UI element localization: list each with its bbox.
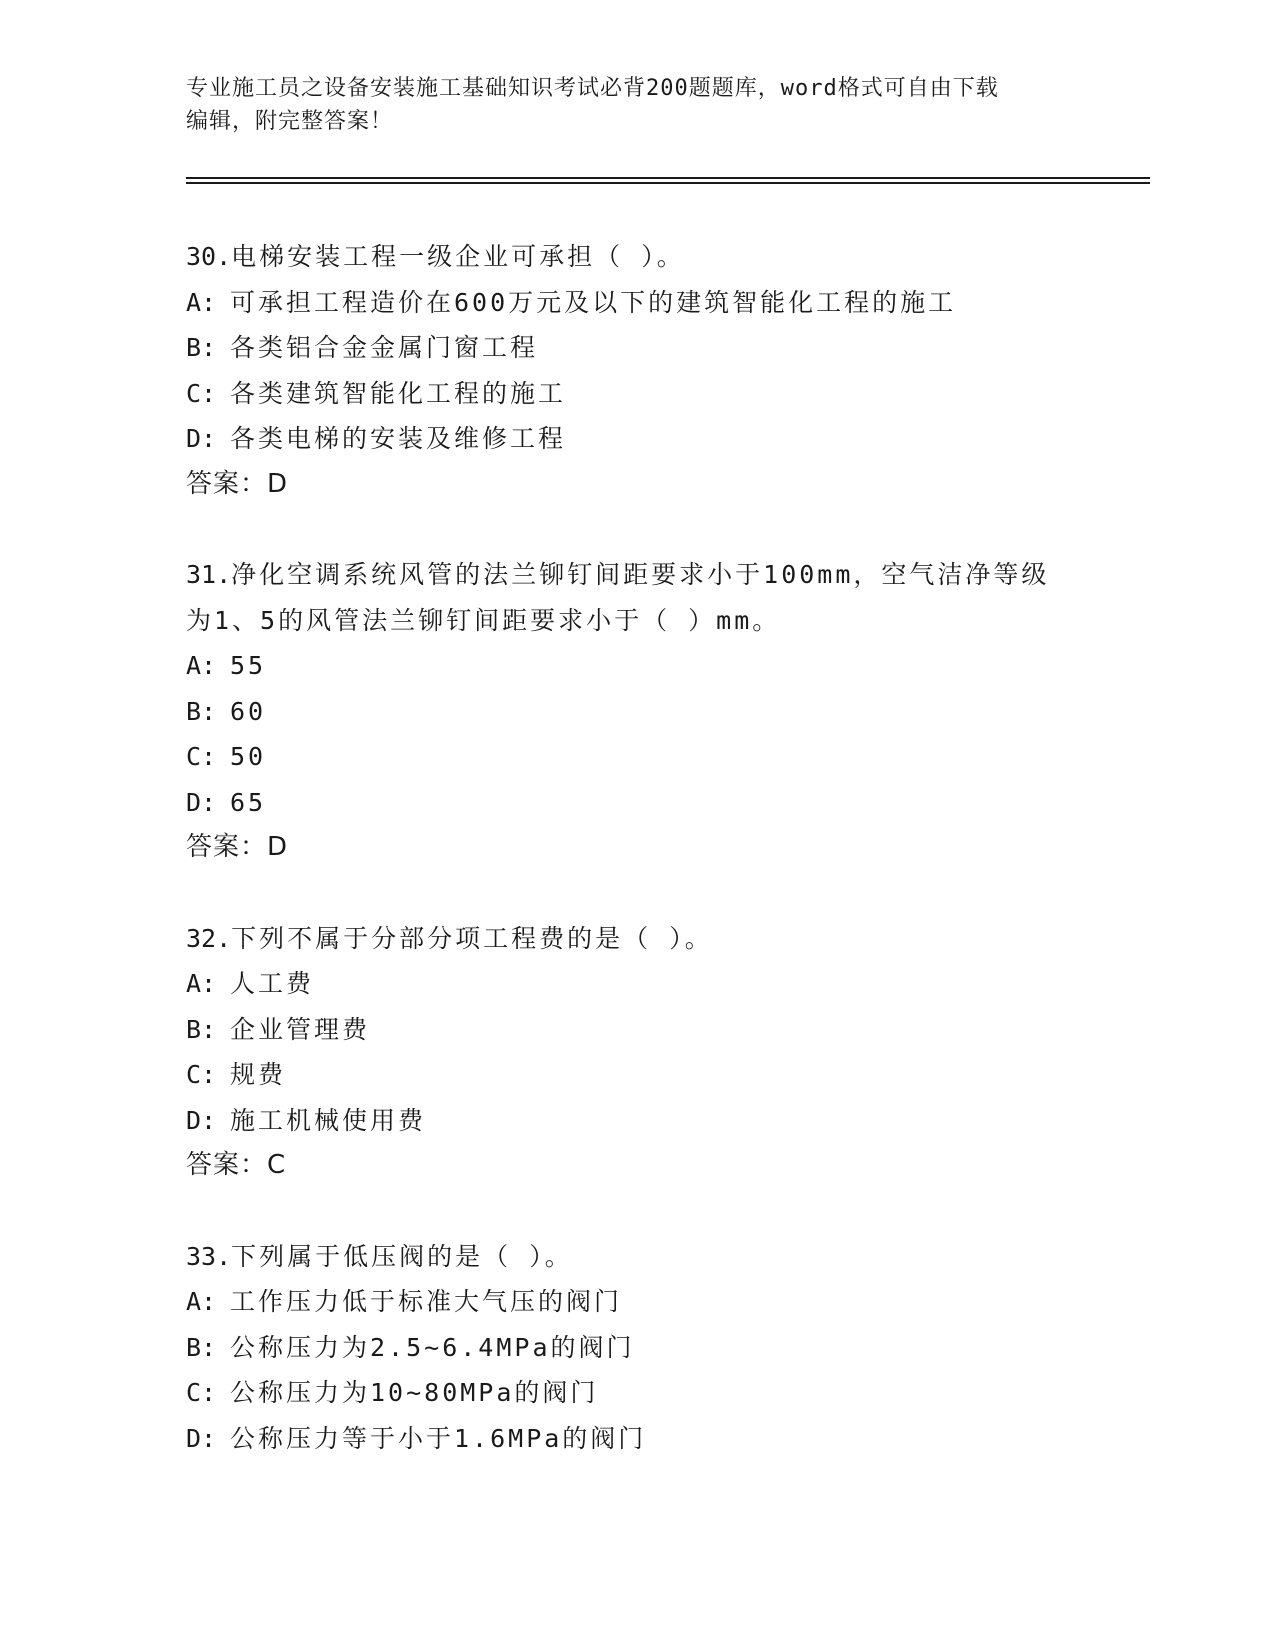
option-b: [186, 325, 1106, 371]
question-stem-text: 净化空调系统风管的法兰铆钉间距要求小于100mm，空气洁净等级: [231, 560, 1050, 589]
option-letter: C:: [186, 1378, 217, 1407]
question-number: 31.: [186, 560, 232, 589]
option-text: 55: [230, 651, 267, 680]
option-letter: B:: [186, 333, 217, 362]
option-letter: C:: [186, 378, 217, 408]
question-stem: [186, 552, 1106, 598]
header-divider-bottom: [186, 182, 1150, 184]
option-text: 各类铝合金金属门窗工程: [230, 333, 539, 362]
option-text: 工作压力低于标准大气压的阀门: [230, 1287, 623, 1316]
option-b: [186, 1325, 1106, 1371]
question-stem: [186, 234, 1106, 280]
question-stem: [186, 1234, 1106, 1280]
question-30: [186, 234, 1106, 507]
option-letter: D:: [186, 424, 217, 453]
option-text: 公称压力为10~80MPa的阀门: [230, 1378, 599, 1407]
option-c: [186, 1052, 1106, 1098]
question-stem-text: 电梯安装工程一级企业可承担（ ）。: [231, 242, 685, 271]
option-d: [186, 780, 1106, 826]
header-title-line-2: 编辑，附完整答案！: [186, 109, 394, 134]
option-letter: B:: [186, 1332, 217, 1362]
option-a: [186, 1279, 1106, 1325]
option-letter: D:: [186, 787, 217, 817]
option-letter: D:: [186, 1105, 217, 1135]
option-d: [186, 1098, 1106, 1144]
option-text: 施工机械使用费: [230, 1105, 427, 1135]
question-list: [186, 234, 1106, 1506]
option-letter: A:: [186, 1287, 217, 1316]
option-b: [186, 1007, 1106, 1053]
option-letter: C:: [186, 1060, 217, 1089]
option-a: [186, 643, 1106, 689]
option-text: 65: [230, 787, 267, 817]
option-text: 公称压力为2.5~6.4MPa的阀门: [230, 1332, 635, 1362]
answer-line: 答案：D: [186, 832, 289, 862]
option-c: [186, 1370, 1106, 1416]
answer-line: 答案：C: [186, 1150, 287, 1180]
question-stem-text: 下列不属于分部分项工程费的是（ ）。: [231, 923, 713, 953]
question-stem-continuation: 为1、5的风管法兰铆钉间距要求小于（ ）mm。: [186, 605, 781, 635]
option-letter: D:: [186, 1423, 217, 1453]
option-a: [186, 280, 1106, 326]
option-text: 60: [230, 696, 267, 726]
question-stem: [186, 916, 1106, 962]
option-letter: C:: [186, 742, 217, 771]
option-a: [186, 961, 1106, 1007]
question-stem-text: 下列属于低压阀的是（ ）。: [231, 1241, 573, 1271]
option-text: 各类电梯的安装及维修工程: [230, 424, 567, 453]
question-number: 30.: [186, 242, 232, 271]
option-c: [186, 734, 1106, 780]
option-c: [186, 371, 1106, 417]
answer-line: 答案：D: [186, 468, 289, 499]
document-header: [186, 72, 1086, 138]
option-text: 各类建筑智能化工程的施工: [230, 378, 567, 408]
option-d: [186, 416, 1106, 462]
question-number: 33.: [186, 1241, 232, 1271]
header-divider-top: [186, 177, 1150, 179]
option-b: [186, 689, 1106, 735]
option-letter: B:: [186, 1014, 217, 1044]
option-text: 可承担工程造价在600万元及以下的建筑智能化工程的施工: [230, 287, 957, 317]
option-text: 规费: [230, 1060, 287, 1089]
option-text: 50: [230, 742, 267, 771]
option-text: 企业管理费: [230, 1014, 371, 1044]
question-32: [186, 916, 1106, 1189]
header-title-line-1: 专业施工员之设备安装施工基础知识考试必背200题题库，word格式可自由下载: [186, 76, 999, 101]
option-letter: A:: [186, 287, 217, 317]
option-letter: A:: [186, 651, 217, 680]
option-letter: A:: [186, 969, 217, 998]
option-text: 人工费: [230, 969, 315, 998]
question-31: [186, 552, 1106, 871]
question-number: 32.: [186, 923, 232, 953]
question-33: [186, 1234, 1106, 1462]
option-text: 公称压力等于小于1.6MPa的阀门: [230, 1423, 647, 1453]
option-d: [186, 1416, 1106, 1462]
option-letter: B:: [186, 696, 217, 726]
